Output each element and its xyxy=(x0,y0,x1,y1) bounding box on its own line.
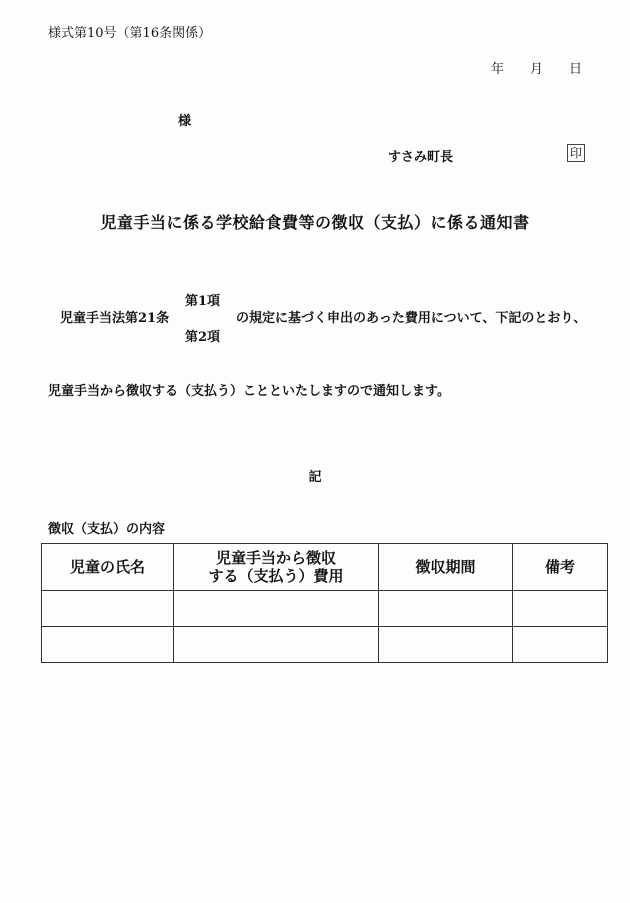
document-title: 児童手当に係る学校給食費等の徴収（支払）に係る通知書 xyxy=(100,213,530,232)
table-row xyxy=(42,591,608,627)
cell-period[interactable] xyxy=(379,591,513,627)
date-year: 年 xyxy=(490,62,504,77)
cell-child-name[interactable] xyxy=(42,591,174,627)
header-cost-line-2: する（支払う）費用 xyxy=(208,567,344,585)
date-line xyxy=(491,58,582,77)
body-text-line-1: の規定に基づく申出のあった費用について、下記のとおり、 xyxy=(236,311,587,326)
contents-table xyxy=(41,543,608,663)
paragraph-1-option: 第1項 xyxy=(185,294,221,309)
law-reference: 児童手当法第21条 xyxy=(60,311,170,326)
header-child-name: 児童の氏名 xyxy=(42,544,174,591)
paragraph-2-option: 第2項 xyxy=(185,330,221,345)
body-text-line-2: 児童手当から徴収する（支払う）ことといたしますので通知します。 xyxy=(48,384,450,399)
date-day: 日 xyxy=(568,62,582,77)
cell-cost[interactable] xyxy=(174,591,379,627)
form-number: 様式第10号（第16条関係） xyxy=(48,26,212,41)
section-label: 徴収（支払）の内容 xyxy=(48,522,166,537)
seal-mark: 印 xyxy=(567,144,585,162)
header-cost-line-1: 児童手当から徴収 xyxy=(215,549,336,567)
cell-remarks[interactable] xyxy=(513,627,608,663)
cell-cost[interactable] xyxy=(174,627,379,663)
date-month: 月 xyxy=(529,62,543,77)
cell-period[interactable] xyxy=(379,627,513,663)
cell-remarks[interactable] xyxy=(513,591,608,627)
table-header-row xyxy=(42,544,608,591)
ki-heading: 記 xyxy=(308,470,322,485)
header-cost xyxy=(174,544,379,591)
cell-child-name[interactable] xyxy=(42,627,174,663)
header-remarks: 備考 xyxy=(513,544,608,591)
addressee-suffix: 様 xyxy=(178,114,192,129)
table-row xyxy=(42,627,608,663)
issuer-name: すさみ町長 xyxy=(388,150,454,165)
header-period: 徴収期間 xyxy=(379,544,513,591)
